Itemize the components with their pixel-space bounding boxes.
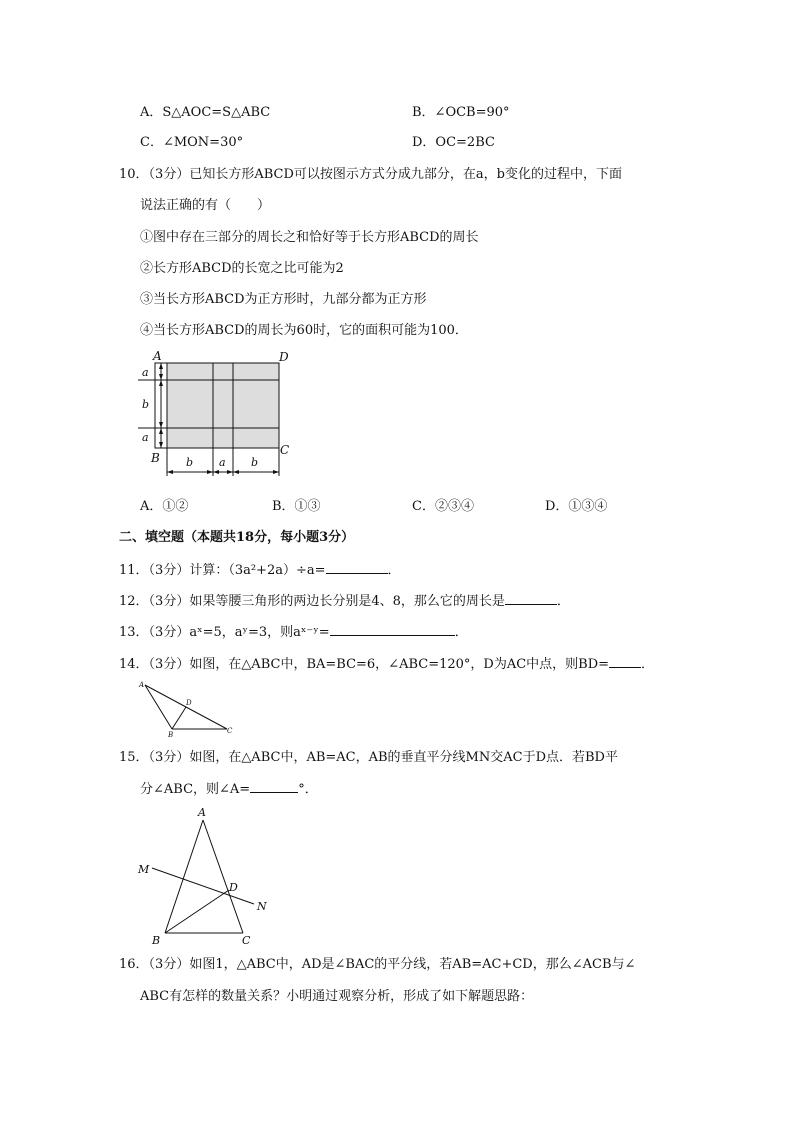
q11-answer-blank — [326, 561, 388, 574]
q13-answer-blank — [330, 623, 455, 636]
q10-option-c: C．②③④ — [412, 499, 474, 514]
q10-statement-2: ②长方形ABCD的长宽之比可能为2 — [140, 261, 344, 276]
q14-answer-blank — [609, 655, 641, 668]
label-D: D — [279, 350, 289, 364]
q9-option-c: C．∠MON=30° — [140, 135, 244, 150]
q16-line2: ABC有怎样的数量关系？小明通过观察分析，形成了如下解题思路： — [140, 989, 534, 1004]
q13-text: 13．（3分）aˣ=5，aʸ=3，则aˣ⁻ʸ= — [119, 625, 330, 640]
q15-degree: °． — [298, 782, 318, 797]
q15-triangle-figure — [130, 802, 280, 950]
q13-period: ． — [454, 625, 468, 640]
q11-text: 11．（3分）计算：（3a²+2a）÷a= — [119, 563, 326, 578]
q15-label-B: B — [152, 934, 161, 947]
label-C: C — [280, 443, 290, 457]
q11-period: ． — [387, 563, 401, 578]
q15-label-N: N — [257, 900, 267, 913]
label-a-top: a — [142, 366, 149, 379]
q14-label-B: B — [168, 731, 174, 739]
q15-label-A: A — [198, 806, 206, 819]
q14-period: ． — [641, 657, 655, 672]
q15-label-D: D — [229, 881, 238, 894]
q9-option-b: B．∠OCB=90° — [412, 105, 510, 120]
q10-statement-4: ④当长方形ABCD的周长为60时，它的面积可能为100． — [140, 323, 468, 338]
q16-line1: 16．（3分）如图1，△ABC中，AD是∠BAC的平分线，若AB=AC+CD，那么∠ACB与∠ — [119, 957, 636, 972]
q14-label-C: C — [227, 727, 233, 735]
q15-label-C: C — [242, 934, 251, 947]
q12-answer-blank — [505, 592, 557, 605]
q15-text: 分∠ABC，则∠A= — [140, 782, 251, 797]
q12-line — [119, 592, 570, 611]
label-A: A — [153, 349, 162, 363]
q15-label-M: M — [138, 863, 150, 876]
q10-rectangle-figure — [135, 348, 295, 478]
section-2-title: 二、填空题（本题共18分，每小题3分） — [119, 530, 355, 545]
q9-option-a: A．S△AOC=S△ABC — [140, 105, 271, 120]
q12-period: ． — [556, 594, 570, 609]
label-b-bottom-2: b — [251, 456, 259, 469]
label-a-bottom-mid: a — [219, 456, 226, 469]
label-b-left: b — [142, 398, 150, 411]
q9-option-d: D．OC=2BC — [412, 135, 495, 150]
q15-line1: 15．（3分）如图，在△ABC中，AB=AC，AB的垂直平分线MN交AC于D点．若BD平 — [119, 750, 618, 765]
label-a-bottom: a — [142, 431, 149, 444]
q10-option-d: D．①③④ — [545, 499, 608, 514]
label-b-bottom-1: b — [186, 456, 194, 469]
q13-line — [119, 623, 468, 642]
q15-answer-blank — [250, 780, 298, 793]
q14-triangle-figure — [135, 677, 245, 739]
q14-label-D: D — [186, 699, 192, 707]
q14-label-A: A — [139, 681, 145, 689]
q14-text: 14．（3分）如图，在△ABC中，BA=BC=6，∠ABC=120°，D为AC中点，则BD= — [119, 657, 610, 672]
q11-line — [119, 561, 401, 580]
q10-statement-3: ③当长方形ABCD为正方形时，九部分都为正方形 — [140, 292, 427, 307]
q15-line2 — [140, 780, 318, 799]
q10-stem-line2: 说法正确的有（ ） — [140, 198, 271, 213]
q10-option-a: A．①② — [140, 499, 189, 514]
label-B: B — [151, 451, 160, 465]
q10-statement-1: ①图中存在三部分的周长之和恰好等于长方形ABCD的周长 — [140, 230, 479, 245]
q10-option-b: B．①③ — [272, 499, 321, 514]
q12-text: 12．（3分）如果等腰三角形的两边长分别是4、8，那么它的周长是 — [119, 594, 505, 609]
q10-stem-line1: 10．（3分）已知长方形ABCD可以按图示方式分成九部分，在a，b变化的过程中，下面 — [119, 167, 622, 182]
q14-line — [119, 655, 654, 674]
